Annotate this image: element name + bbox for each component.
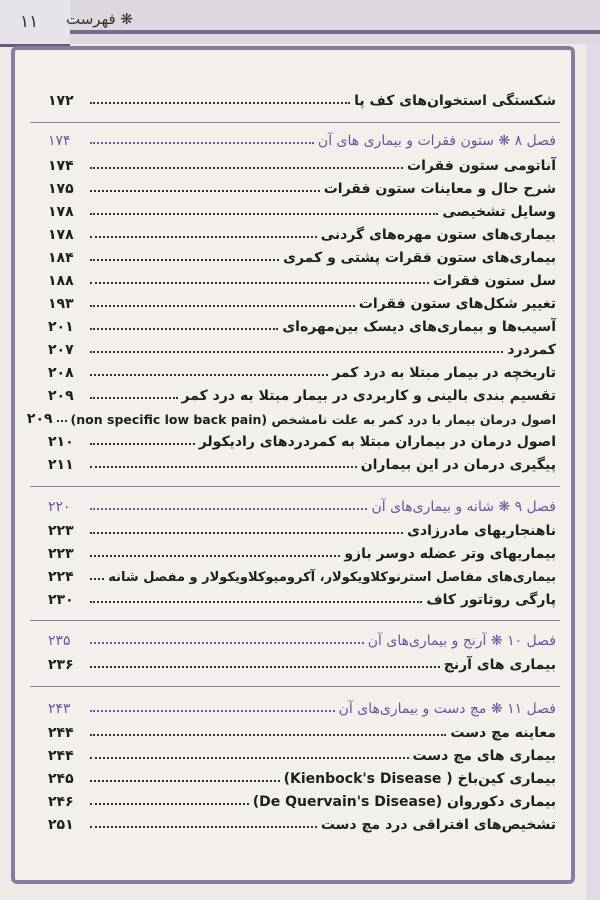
entry-page: ۱۸۴ [48,250,74,266]
entry-title: بیماریهای وتر عضله دوسر بازو [344,546,556,562]
header-title: ❋ فهرست [66,10,133,28]
entry-page: ۲۲۳ [48,523,74,539]
leader-dots [57,420,67,422]
leader-dots [90,282,429,284]
chapter-title: فصل ۱۰ ❋ آرنج و بیماری‌های آن [367,633,556,649]
entry-page: ۱۸۸ [48,273,74,289]
toc-entry [48,291,556,312]
toc-entry [48,337,556,358]
toc-entry [48,383,556,404]
leader-dots [90,167,403,169]
chapter-title: فصل ۸ ❋ ستون فقرات و بیماری های آن [317,133,556,149]
toc-entry [48,587,556,608]
leader-dots [90,351,503,353]
chapter-title: فصل ۹ ❋ شانه و بیماری‌های آن [371,499,556,515]
leader-dots [90,826,317,828]
section-divider [30,686,560,687]
chapter-title: فصل ۱۱ ❋ مچ دست و بیماری‌های آن [338,701,556,717]
chapter-page: ۲۳۵ [48,633,71,649]
leader-dots [90,803,249,805]
entry-title: تقسیم بندی بالینی و کاربردی در بیمار مبتلا به درد کمر [181,388,556,404]
entry-page: ۲۲۳ [48,546,74,562]
leader-dots [90,578,104,580]
entry-page: ۲۴۵ [48,771,74,787]
leader-dots [90,508,367,510]
section-divider [30,486,560,487]
entry-title: بیماری‌های مفاصل استرنوکلاویکولار، آکرومیوکلاویکولار و مفصل شانه [108,570,556,585]
entry-page: ۱۷۵ [48,181,74,197]
entry-page: ۲۰۹ [26,411,53,427]
entry-page: ۱۹۳ [48,296,74,312]
entry-title: اصول درمان بیمار با درد کمر به علت نامشخص (non specific low back pain) [70,412,556,427]
leader-dots [90,328,278,330]
entry-page: ۲۴۴ [48,725,74,741]
entry-page: ۲۴۴ [48,748,74,764]
entry-page: ۲۱۰ [48,434,74,450]
leader-dots [90,305,355,307]
toc-entry [48,541,556,562]
entry-title: آناتومی ستون فقرات [407,158,556,174]
toc-entry [48,766,556,787]
entry-title: بیماری‌های ستون فقرات پشتی و کمری [283,250,556,266]
entry-title: ناهنجاریهای مادرزادی [407,523,556,539]
toc-entry [48,360,556,381]
entry-title: معاینه مچ دست [450,725,556,741]
page-header [0,0,600,44]
entry-title: بیماری های مچ دست [412,748,556,764]
toc-entry [26,406,556,427]
leader-dots [90,142,314,144]
entry-title: تغییر شکل‌های ستون فقرات [358,296,556,312]
entry-page: ۲۱۱ [48,457,74,473]
entry-page: ۱۷۸ [48,227,74,243]
entry-page: ۲۰۸ [48,365,74,381]
entry-title: بیماری کین‌باخ ( Kienbock's Disease) [283,771,556,787]
entry-page: ۲۵۱ [48,817,74,833]
entry-title: تاریخچه در بیمار مبتلا به درد کمر [332,365,556,381]
leader-dots [90,236,317,238]
entry-page: ۲۰۱ [48,319,74,335]
leader-dots [90,213,438,215]
toc-entry [48,153,556,174]
entry-page: ۲۲۴ [48,569,74,585]
entry-title: وسایل تشخیصی [442,204,556,220]
toc-entry [48,720,556,741]
entry-page: ۲۳۶ [48,657,74,673]
page-edge [586,44,600,900]
leader-dots [90,642,364,644]
entry-title: سل ستون فقرات [432,273,556,289]
toc-entry [48,564,556,585]
toc-chapter [48,628,556,649]
toc-entry [48,245,556,266]
leader-dots [90,190,320,192]
entry-title: بیماری‌های ستون مهره‌های گردنی [320,227,556,243]
toc-chapter [48,696,556,717]
entry-page: ۱۷۴ [48,158,74,174]
entry-title: شرح حال و معاینات ستون فقرات [323,181,556,197]
entry-title: بیماری دکوروان (De Quervain's Disease) [252,794,556,810]
leader-dots [90,259,279,261]
toc-entry [48,518,556,539]
leader-dots [90,601,422,603]
leader-dots [90,757,409,759]
entry-title: کمردرد [507,342,556,358]
toc-entry [48,222,556,243]
toc-entry [48,429,556,450]
toc-entry [48,199,556,220]
entry-title: شکستگی استخوان‌های کف پا [354,93,556,109]
chapter-page: ۲۴۳ [48,701,71,717]
entry-page: ۱۷۸ [48,204,74,220]
toc-entry [48,176,556,197]
leader-dots [90,532,403,534]
leader-dots [90,397,178,399]
toc-entry [48,452,556,473]
entry-page: ۱۷۲ [48,93,74,109]
leader-dots [90,555,340,557]
entry-page: ۲۰۷ [48,342,74,358]
chapter-page: ۱۷۴ [48,133,71,149]
leader-dots [90,374,328,376]
leader-dots [90,102,350,104]
entry-page: ۲۰۹ [48,388,74,404]
toc-entry [48,314,556,335]
entry-title: پیگیری درمان در این بیماران [360,457,556,473]
section-divider [30,620,560,621]
entry-title: پارگی روتاتور کاف [426,592,556,608]
toc-chapter [48,128,556,149]
toc-entry [48,268,556,289]
toc-entry [48,88,556,109]
entry-title: آسیب‌ها و بیماری‌های دیسک بین‌مهره‌ای [282,319,556,335]
leader-dots [90,443,195,445]
leader-dots [90,734,446,736]
entry-title: تشخیص‌های افتراقی درد مچ دست [320,817,556,833]
leader-dots [90,780,280,782]
toc-entry [48,652,556,673]
entry-title: بیماری های آرنج [443,657,556,673]
entry-title: اصول درمان در بیماران مبتلا به کمردردهای رادیکولر [198,434,556,450]
chapter-page: ۲۲۰ [48,499,71,515]
toc-entry [48,812,556,833]
page-number: ۱۱ [20,12,39,32]
header-rule [70,30,600,34]
entry-page: ۲۴۶ [48,794,74,810]
leader-dots [90,466,357,468]
leader-dots [90,666,440,668]
leader-dots [90,710,335,712]
section-divider [30,122,560,123]
toc-entry [48,789,556,810]
toc-entry [48,743,556,764]
entry-page: ۲۳۰ [48,592,74,608]
toc-chapter [48,494,556,515]
